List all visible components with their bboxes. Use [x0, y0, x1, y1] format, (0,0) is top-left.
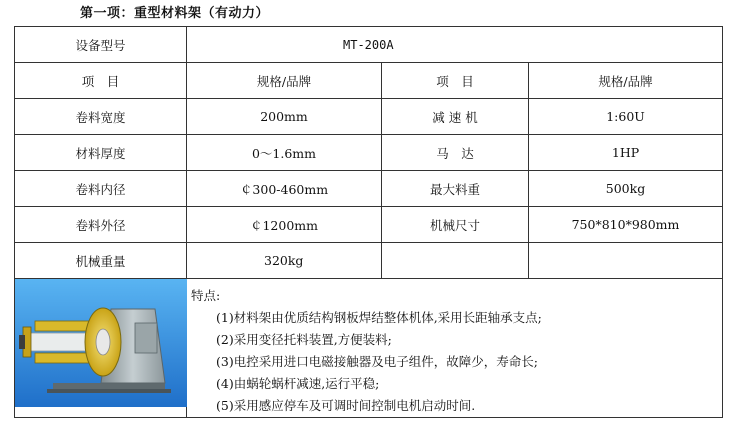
model-value: MT-200A [187, 27, 723, 63]
feature-item: (3)电控采用进口电磁接触器及电子组件，故障少，寿命长; [216, 354, 538, 369]
features-cell [187, 279, 723, 418]
cell-value: 0～1.6mm [187, 135, 382, 171]
weight-value: 320kg [187, 243, 382, 279]
cell-value: 1:60U [529, 99, 723, 135]
table-row [15, 207, 723, 243]
feature-item: (4)由蜗轮蜗杆减速,运行平稳; [216, 376, 380, 391]
table-row [15, 135, 723, 171]
feature-item: (2)采用变径托料装置,方便装料; [216, 332, 392, 347]
cell-label: 卷料内径 [15, 171, 187, 207]
header-row [15, 63, 723, 99]
cell-value: 500kg [529, 171, 723, 207]
model-label: 设备型号 [15, 27, 187, 63]
features-row [15, 279, 723, 418]
empty-cell [382, 243, 529, 279]
cell-value: 750*810*980mm [529, 207, 723, 243]
table-row [15, 99, 723, 135]
cell-label: 最大料重 [382, 171, 529, 207]
page-title: 第一项：重型材料架（有动力） [80, 6, 270, 21]
header-item-2: 项 目 [382, 63, 529, 99]
feature-item: (5)采用感应停车及可调时间控制电机启动时间. [216, 398, 476, 413]
header-spec-1: 规格/品牌 [187, 63, 382, 99]
header-item-1: 项 目 [15, 63, 187, 99]
spec-table [14, 26, 723, 418]
cell-label: 卷料外径 [15, 207, 187, 243]
features-title: 特点: [191, 288, 221, 303]
cell-value: ￠1200mm [187, 207, 382, 243]
feature-item: (1)材料架由优质结构钢板焊结整体机体,采用长距轴承支点; [216, 310, 542, 325]
table-row [15, 171, 723, 207]
cell-value: 200mm [187, 99, 382, 135]
cell-label: 马 达 [382, 135, 529, 171]
decoiler-machine-image [15, 279, 187, 407]
cell-label: 减 速 机 [382, 99, 529, 135]
header-spec-2: 规格/品牌 [529, 63, 723, 99]
model-row [15, 27, 723, 63]
cell-label: 卷料宽度 [15, 99, 187, 135]
cell-label: 机械尺寸 [382, 207, 529, 243]
product-photo [15, 279, 187, 418]
weight-row [15, 243, 723, 279]
cell-label: 材料厚度 [15, 135, 187, 171]
cell-value: 1HP [529, 135, 723, 171]
empty-cell [529, 243, 723, 279]
cell-value: ￠300-460mm [187, 171, 382, 207]
weight-label: 机械重量 [15, 243, 187, 279]
